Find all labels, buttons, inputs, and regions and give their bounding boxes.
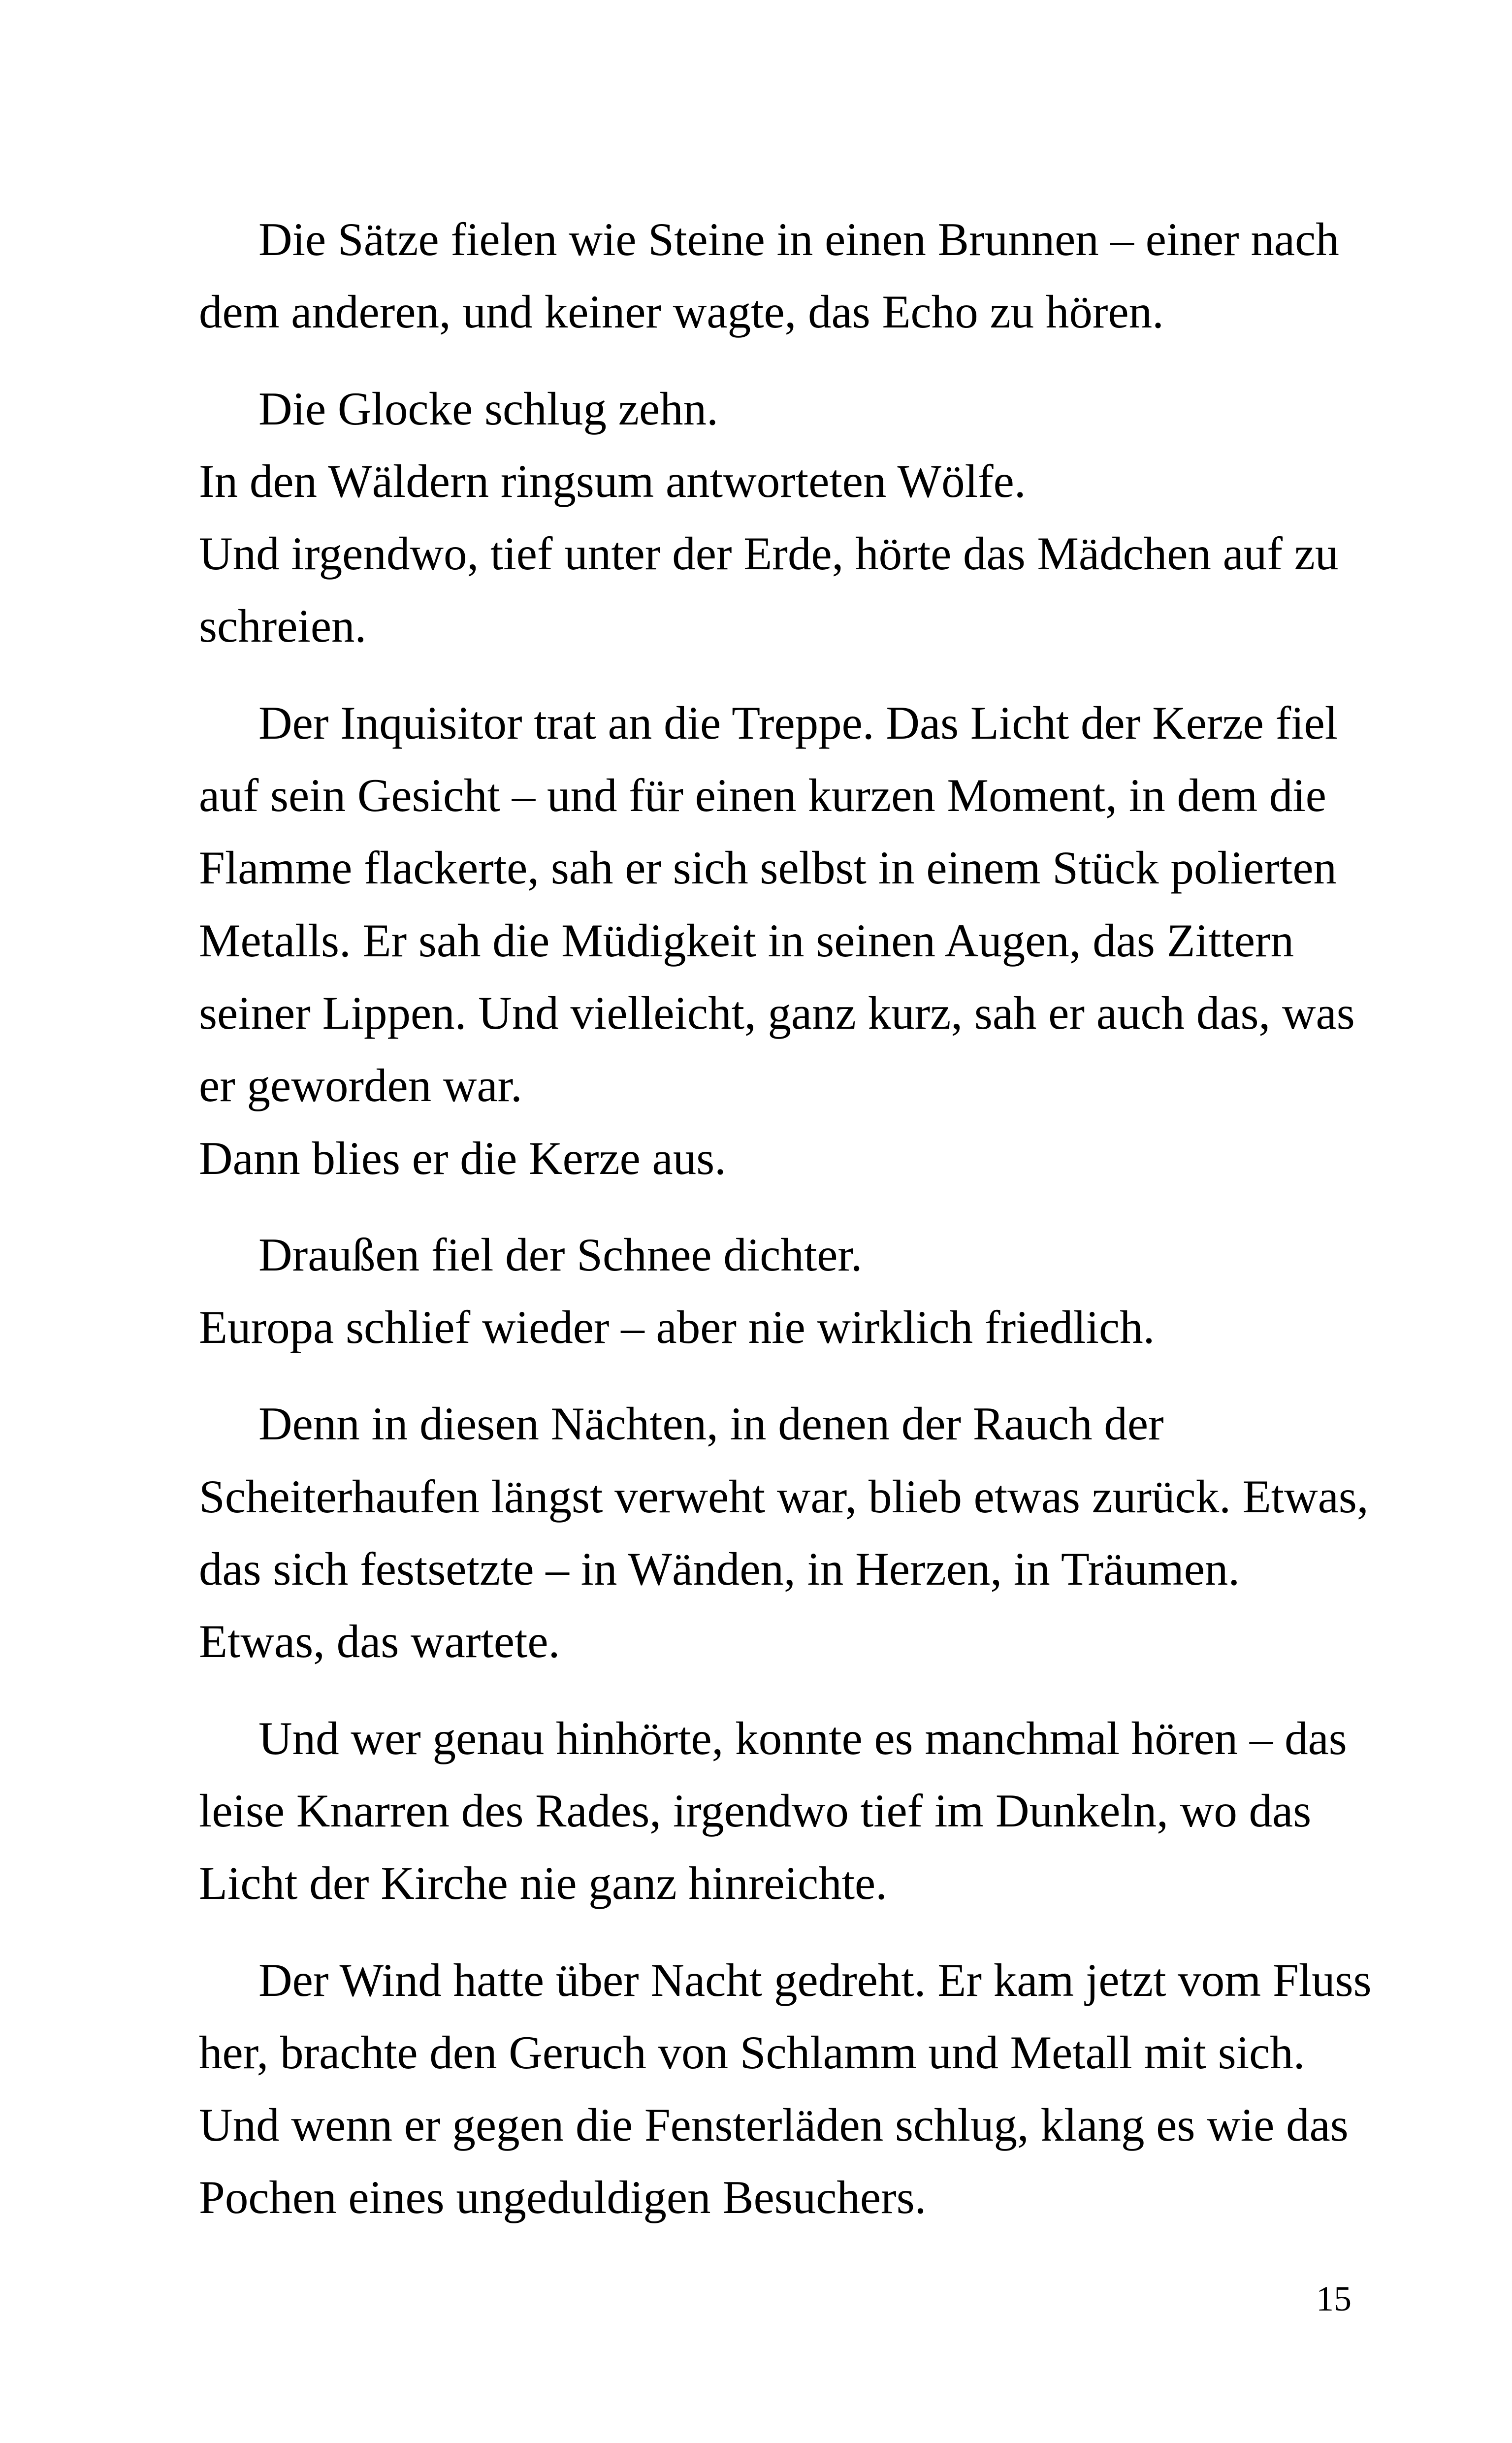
page-number: 15 (1316, 2279, 1351, 2318)
paragraph (199, 1219, 1356, 1364)
text-line: Und wenn er gegen die Fensterläden schlug, klang es wie das (199, 2099, 1349, 2151)
text-line: In den Wäldern ringsum antworteten Wölfe. (199, 455, 1026, 507)
text-line: seiner Lippen. Und vielleicht, ganz kurz, sah er auch das, was (199, 986, 1355, 1039)
text-line: Flamme flackerte, sah er sich selbst in einem Stück polierten (199, 842, 1337, 894)
body-text (199, 203, 1372, 2258)
text-line: Dann blies er die Kerze aus. (199, 1132, 726, 1184)
paragraph (199, 373, 1356, 663)
text-line: Licht der Kirche nie ganz hinreichte. (199, 1857, 887, 1910)
text-line: Metalls. Er sah die Müdigkeit in seinen Augen, das Zittern (199, 914, 1294, 967)
text-line: auf sein Gesicht – und für einen kurzen Moment, in dem die (199, 769, 1326, 822)
paragraph (199, 1702, 1356, 1920)
text-line: Etwas, das wartete. (199, 1615, 560, 1668)
text-line: das sich festsetzte – in Wänden, in Herzen, in Träumen. (199, 1543, 1240, 1596)
paragraph (199, 1944, 1372, 2234)
text-line: Pochen eines ungeduldigen Besuchers. (199, 2171, 927, 2224)
text-line: Und irgendwo, tief unter der Erde, hörte das Mädchen auf zu (199, 527, 1339, 580)
text-line: er geworden war. (199, 1059, 522, 1112)
paragraph (199, 687, 1356, 1195)
paragraph (199, 1388, 1369, 1678)
text-line: her, brachte den Geruch von Schlamm und Metall mit sich. (199, 2026, 1305, 2079)
text-line: Die Sätze fielen wie Steine in einen Brunnen – einer nach (258, 213, 1339, 265)
text-line: Der Inquisitor trat an die Treppe. Das Licht der Kerze fiel (258, 696, 1338, 749)
text-line: Scheiterhaufen längst verweht war, blieb etwas zurück. Etwas, (199, 1470, 1369, 1523)
text-line: dem anderen, und keiner wagte, das Echo zu hören. (199, 286, 1164, 338)
text-line: Europa schlief wieder – aber nie wirklich friedlich. (199, 1301, 1155, 1354)
text-line: leise Knarren des Rades, irgendwo tief im Dunkeln, wo das (199, 1784, 1312, 1837)
text-line: schreien. (199, 600, 367, 652)
text-line: Der Wind hatte über Nacht gedreht. Er kam jetzt vom Fluss (258, 1954, 1372, 2006)
text-line: Und wer genau hinhörte, konnte es manchmal hören – das (258, 1712, 1347, 1764)
text-line: Draußen fiel der Schnee dichter. (258, 1228, 863, 1281)
paragraph (199, 203, 1356, 349)
text-line: Denn in diesen Nächten, in denen der Rauch der (258, 1398, 1164, 1450)
text-line: Die Glocke schlug zehn. (258, 382, 718, 435)
